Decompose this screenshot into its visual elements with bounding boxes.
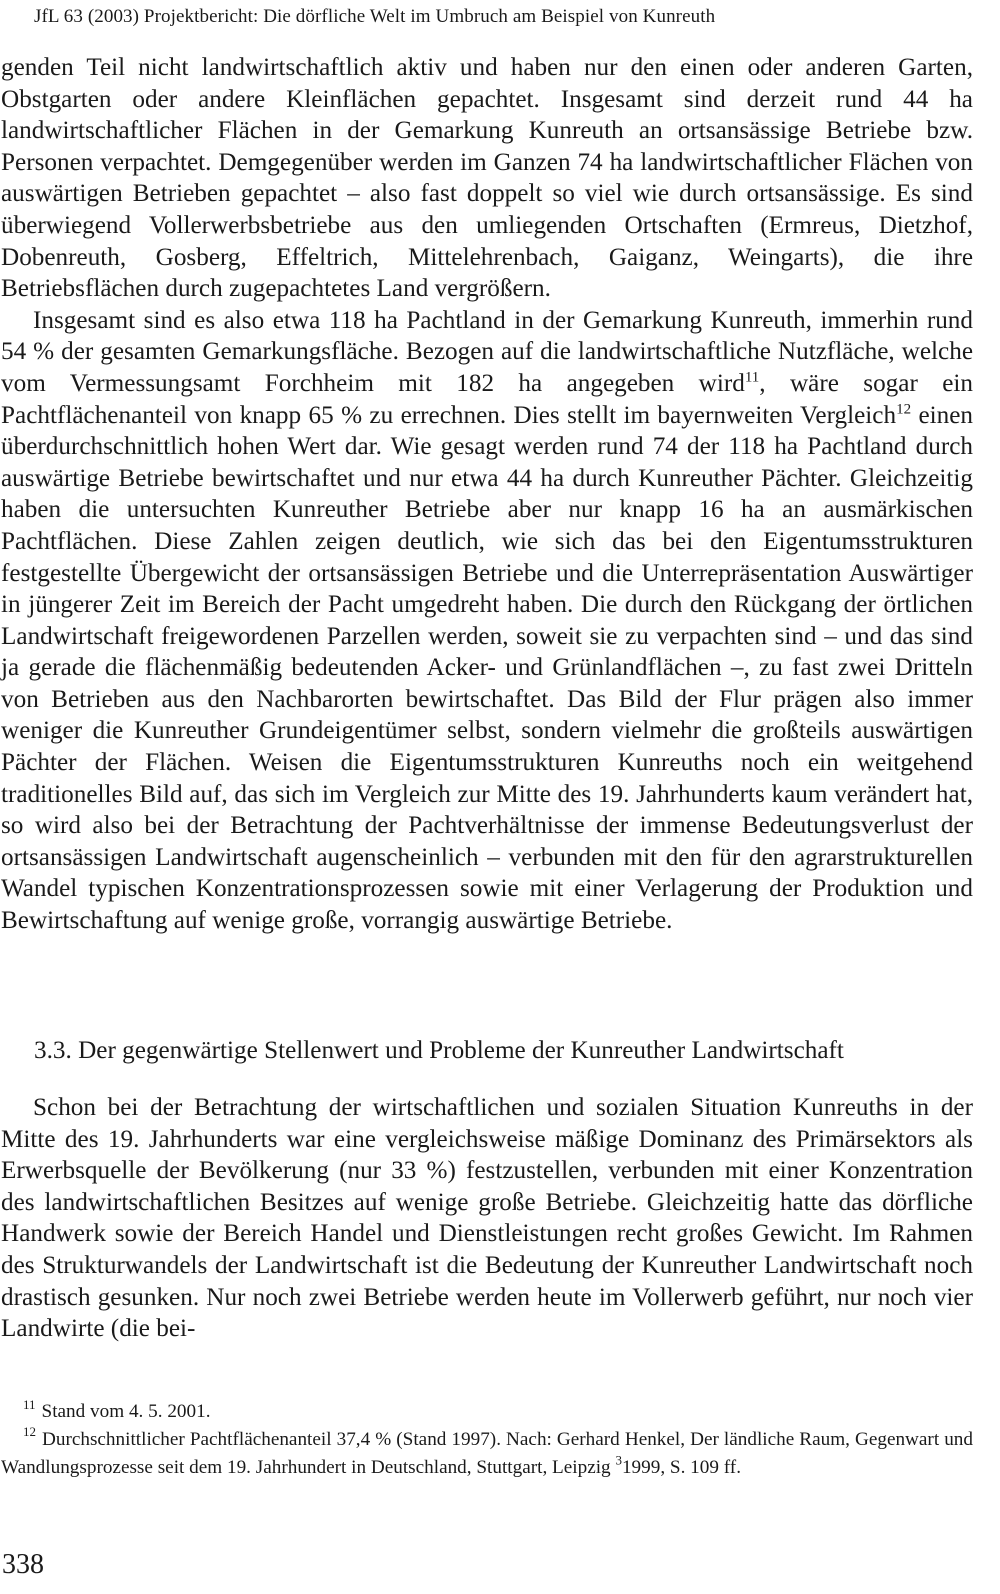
paragraph-lease-analysis-part-3: einen überdurchschnittlich hohen Wert dar. Wie gesagt werden rund 74 der 118 ha Pachtland durch auswärtige Betriebe bewirtschaftet und nur etwa 44 ha durch Kunreuther Pächter. Gleichzeitig haben die untersuchten Kunreuther Betriebe aber nur knapp 16 ha an ausmärkischen Pachtflächen. Diese Zahlen zeigen deutlich, wie sich das bei den Eigentumsstrukturen festgestellte Übergewicht der ortsansässigen Betriebe und die Unterrepräsentation Auswärtiger in jüngerer Zeit im Bereich der Pacht umgedreht haben. Die durch den Rückgang der örtlichen Landwirtschaft freigewordenen Parzellen werden, soweit sie zu verpachten sind – und das sind ja gerade die flächenmäßig bedeutenden Acker- und Grünlandflächen –, zu fast zwei Dritteln von Betrieben aus den Nachbarorten bewirtschaftet. Das Bild der Flur prägen also immer weniger die Kunreuther Grundeigentümer selbst, sondern vielmehr die großteils auswärtigen Pächter der Flächen. Weisen die Eigentumsstrukturen Kunreuths noch ein weitgehend traditionelles Bild auf, das sich im Vergleich zur Mitte des 19. Jahrhunderts kaum verändert hat, so wird also bei der Betrachtung der Pachtverhältnisse der immense Bedeutungsverlust der ortsansässigen Landwirtschaft augenscheinlich – verbunden mit den für den agrarstrukturellen Wandel typischen Konzentrationsprozessen sowie mit einer Verlagerung der Produktion und Bewirtschaftung auf wenige große, vorrangig auswärtige Betriebe. [1, 401, 974, 935]
paragraph-lease-analysis [1, 305, 973, 937]
page-number: 338 [2, 1549, 44, 1580]
footnote-12 [1, 1426, 973, 1482]
footnote-12-text-part-2: 1999, S. 109 ff. [621, 1456, 741, 1478]
paragraph-lease-analysis-part-2: , wäre sogar ein Pachtflächenanteil von knapp 65 % zu errechnen. Dies stellt im bayernweiten Vergleich [1, 369, 973, 429]
footnote-ref-11[interactable]: 11 [744, 369, 760, 386]
footnote-number-12: 12 [23, 1424, 36, 1440]
section-heading: 3.3. Der gegenwärtige Stellenwert und Probleme der Kunreuther Landwirtschaft [34, 1037, 844, 1064]
footnote-12-text-part-1: Durchschnittlicher Pachtflächenanteil 37,4 % (Stand 1997). Nach: Gerhard Henkel, Der ländliche Raum, Gegenwart und Wandlungsprozesse seit dem 19. Jahrhundert in Deutschland, Stuttgart, Leipzig [1, 1428, 973, 1478]
paragraph-section-intro: Schon bei der Betrachtung der wirtschaftlichen und sozialen Situation Kunreuths in der Mitte des 19. Jahrhunderts war eine vergleichsweise mäßige Dominanz des Primärsektors als Erwerbsquelle der Bevölkerung (nur 33 %) festzustellen, verbunden mit einer Konzentration des landwirtschaftlichen Besitzes auf wenige große Betriebe. Gleichzeitig hatte das dörfliche Handwerk sowie der Bereich Handel und Dienstleistungen recht großes Gewicht. Im Rahmen des Strukturwandels der Landwirtschaft ist die Bedeutung der Kunreuther Landwirtschaft noch drastisch gesunken. Nur noch zwei Betriebe werden heute im Vollerwerb geführt, nur noch vier Landwirte (die bei- [1, 1094, 973, 1343]
footnotes [1, 1398, 973, 1481]
paragraph-lease-overview: genden Teil nicht landwirtschaftlich aktiv und haben nur den einen oder anderen Garten, Obstgarten oder andere Kleinflächen gepachtet. Insgesamt sind derzeit rund 44 ha landwirtschaftlicher Flächen in der Gemarkung Kunreuth an ortsansässige Betriebe bzw. Personen verpachtet. Demgegenüber werden im Ganzen 74 ha landwirtschaftlicher Flächen von auswärtigen Betrieben gepachtet – also fast doppelt so viel wie durch ortsansässige. Es sind überwiegend Vollerwerbsbetriebe aus den umliegenden Ortschaften (Ermreus, Dietzhof, Dobenreuth, Gosberg, Effeltrich, Mittelehrenbach, Gaiganz, Weingarts), die ihre Betriebsflächen durch zugepachtetes Land vergrößern. [1, 54, 973, 303]
footnote-11 [1, 1398, 973, 1426]
running-head: JfL 63 (2003) Projektbericht: Die dörfliche Welt im Umbruch am Beispiel von Kunreuth [34, 6, 716, 27]
section-text [1, 1092, 973, 1345]
body-text [1, 52, 973, 937]
footnote-ref-12[interactable]: 12 [896, 400, 912, 417]
paragraph-lease-analysis-part-1: Insgesamt sind es also etwa 118 ha Pachtland in der Gemarkung Kunreuth, immerhin rund 54 % der gesamten Gemarkungsfläche. Bezogen auf die landwirtschaftliche Nutzfläche, welche vom Vermessungsamt Forchheim mit 182 ha angegeben wird [1, 306, 973, 397]
footnote-11-text: Stand vom 4. 5. 2001. [41, 1401, 211, 1422]
footnote-12-edition: 3 [615, 1452, 622, 1468]
footnote-number-11: 11 [23, 1396, 36, 1412]
